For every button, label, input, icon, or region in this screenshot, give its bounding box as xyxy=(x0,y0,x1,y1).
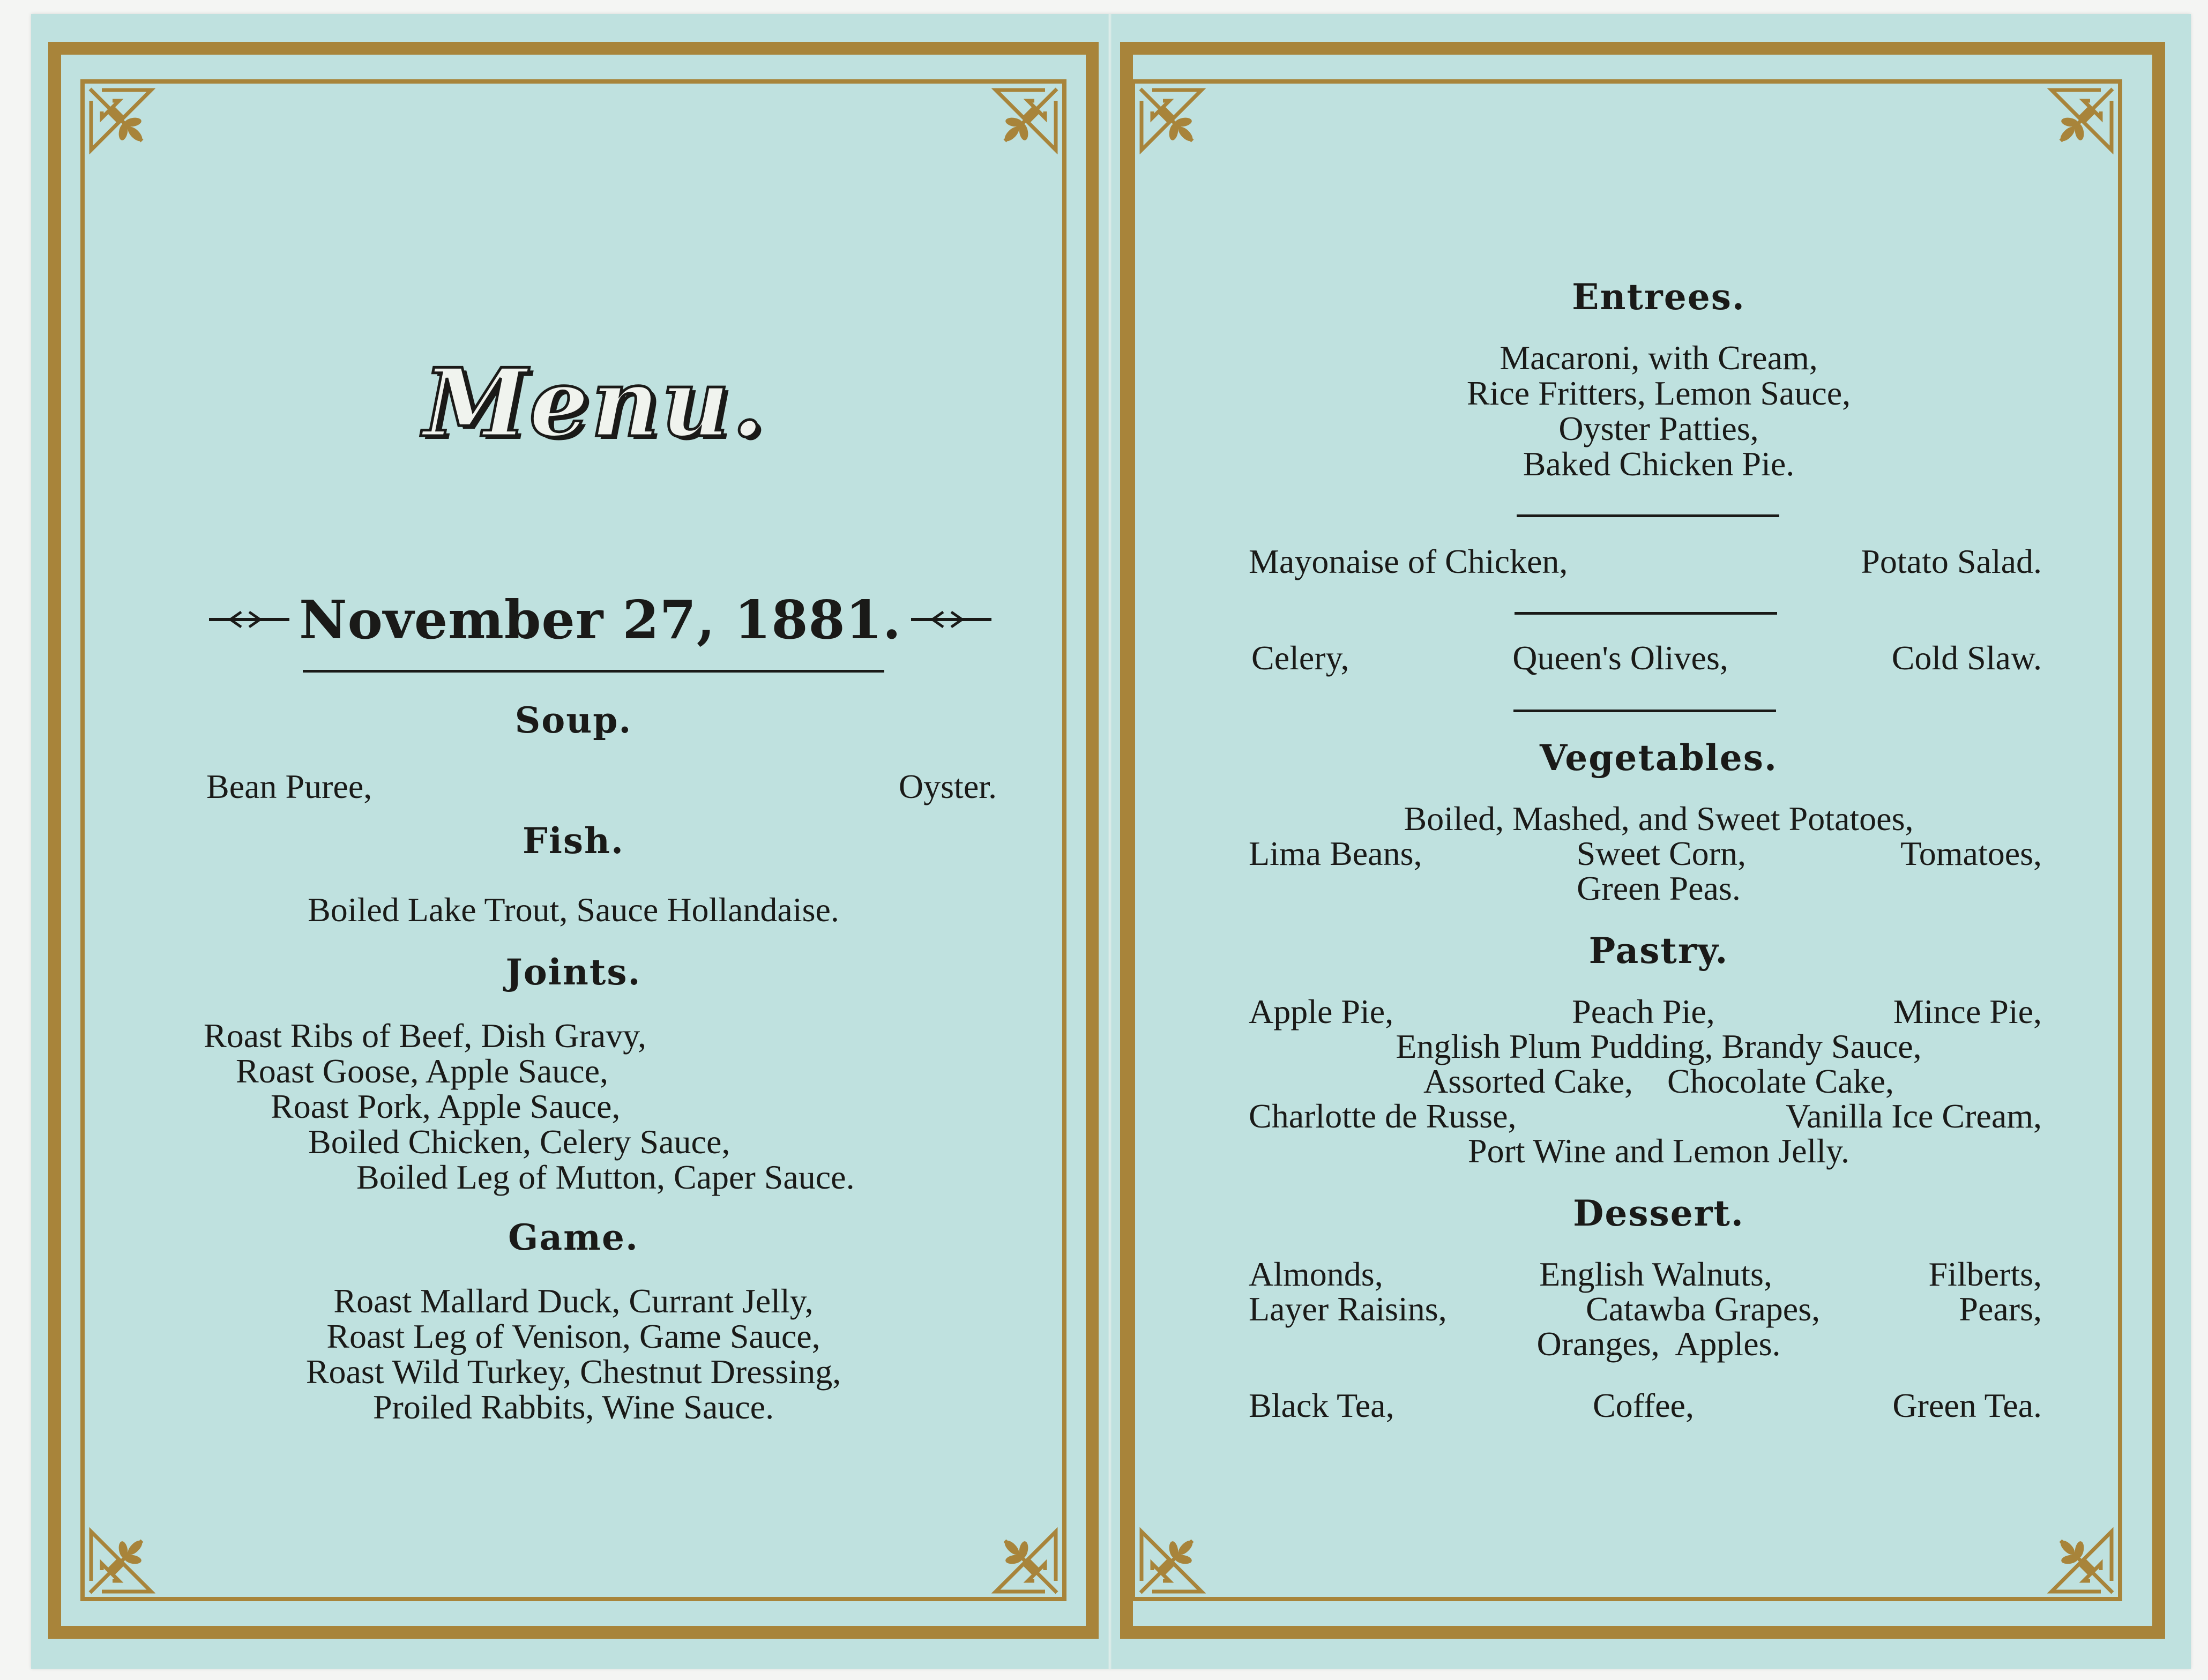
pastry-line-5 xyxy=(1243,1133,2074,1169)
menu-item: Roast Mallard Duck, Currant Jelly, xyxy=(333,1282,814,1320)
salad-items xyxy=(1249,544,2042,579)
beverage-items xyxy=(1249,1388,2042,1423)
menu-item: Roast Pork, Apple Sauce, xyxy=(271,1087,621,1125)
section-divider xyxy=(1515,612,1777,615)
fish-items xyxy=(182,892,965,928)
menu-item: Pears, xyxy=(1959,1290,2042,1328)
vegetables-row xyxy=(1249,836,2042,871)
menu-item: Coffee, xyxy=(1592,1386,1694,1424)
section-heading-game: Game. xyxy=(508,1216,639,1258)
menu-item: Roast Ribs of Beef, Dish Gravy, xyxy=(204,1017,646,1055)
dessert-line-3 xyxy=(1243,1326,2074,1362)
menu-item: Assorted Cake, Chocolate Cake, xyxy=(1423,1062,1894,1100)
menu-item: Black Tea, xyxy=(1249,1386,1394,1424)
arrow-flourish-icon xyxy=(209,609,289,632)
section-divider xyxy=(1513,710,1776,712)
dessert-row-1 xyxy=(1249,1257,2042,1292)
dessert-row-2 xyxy=(1249,1291,2042,1327)
menu-item: Layer Raisins, xyxy=(1249,1290,1447,1328)
menu-item: Oyster. xyxy=(898,767,997,805)
menu-item: Boiled Chicken, Celery Sauce, xyxy=(308,1123,730,1161)
vegetables-line-3 xyxy=(1243,871,2074,906)
section-divider xyxy=(1517,514,1779,517)
pastry-line-3 xyxy=(1243,1064,2074,1099)
menu-item: Boiled Leg of Mutton, Caper Sauce. xyxy=(356,1158,855,1196)
menu-item: Roast Leg of Venison, Game Sauce, xyxy=(326,1317,820,1355)
menu-item: Vanilla Ice Cream, xyxy=(1786,1097,2042,1135)
joints-items xyxy=(204,1018,1008,1195)
menu-item: Charlotte de Russe, xyxy=(1249,1097,1517,1135)
menu-item: Macaroni, with Cream, xyxy=(1500,339,1818,377)
menu-item: Sweet Corn, xyxy=(1576,834,1746,872)
menu-item: Celery, xyxy=(1251,639,1349,677)
corner-ornament-icon xyxy=(1136,1527,1206,1597)
date-divider xyxy=(303,670,884,673)
menu-item: Roast Wild Turkey, Chestnut Dressing, xyxy=(305,1353,841,1391)
corner-ornament-icon xyxy=(86,85,155,154)
menu-item: Roast Goose, Apple Sauce, xyxy=(236,1052,608,1090)
menu-item: Bean Puree, xyxy=(206,767,372,805)
relish-items xyxy=(1251,640,2042,676)
corner-ornament-icon xyxy=(991,85,1061,154)
menu-item: English Walnuts, xyxy=(1539,1255,1772,1293)
corner-ornament-icon xyxy=(86,1527,155,1597)
corner-ornament-icon xyxy=(2047,1527,2117,1597)
arrow-flourish-icon xyxy=(911,609,991,632)
pastry-row-4 xyxy=(1249,1099,2042,1134)
menu-item: Boiled, Mashed, and Sweet Potatoes, xyxy=(1404,800,1914,838)
menu-item: Mayonaise of Chicken, xyxy=(1249,542,1568,580)
section-heading-fish: Fish. xyxy=(522,820,625,862)
pastry-line-2 xyxy=(1243,1029,2074,1064)
menu-item: Green Tea. xyxy=(1892,1386,2042,1424)
menu-item: Rice Fritters, Lemon Sauce, xyxy=(1466,374,1851,412)
menu-item: Peach Pie, xyxy=(1572,992,1715,1031)
menu-item: Catawba Grapes, xyxy=(1585,1290,1821,1328)
section-heading-pastry: Pastry. xyxy=(1588,930,1729,972)
menu-item: Almonds, xyxy=(1249,1255,1383,1293)
menu-item: Filberts, xyxy=(1928,1255,2042,1293)
menu-item: Tomatoes, xyxy=(1900,834,2042,872)
menu-item: Boiled Lake Trout, Sauce Hollandaise. xyxy=(308,891,839,929)
vegetables-line-1 xyxy=(1243,801,2074,837)
corner-ornament-icon xyxy=(2047,85,2117,154)
menu-item: Potato Salad. xyxy=(1861,542,2042,580)
section-heading-joints: Joints. xyxy=(505,951,641,993)
corner-ornament-icon xyxy=(1136,85,1206,154)
section-heading-soup: Soup. xyxy=(514,699,632,741)
menu-item: Queen's Olives, xyxy=(1512,639,1728,677)
menu-date-line xyxy=(204,589,997,651)
menu-item: Mince Pie, xyxy=(1893,992,2042,1031)
menu-item: Oyster Patties, xyxy=(1558,409,1759,447)
menu-item: Green Peas. xyxy=(1577,869,1741,907)
menu-item: Oranges, Apples. xyxy=(1536,1325,1781,1363)
menu-item: English Plum Pudding, Brandy Sauce, xyxy=(1396,1027,1922,1065)
section-heading-vegetables: Vegetables. xyxy=(1540,737,1778,779)
menu-item: Lima Beans, xyxy=(1249,834,1422,872)
soup-items xyxy=(206,769,997,804)
menu-item: Baked Chicken Pie. xyxy=(1523,445,1795,483)
menu-item: Proiled Rabbits, Wine Sauce. xyxy=(372,1388,774,1426)
menu-title: Menu. xyxy=(423,348,767,458)
menu-item: Cold Slaw. xyxy=(1891,639,2042,677)
menu-date: November 27, 1881. xyxy=(299,589,902,651)
section-heading-dessert: Dessert. xyxy=(1573,1192,1744,1234)
corner-ornament-icon xyxy=(991,1527,1061,1597)
menu-item: Port Wine and Lemon Jelly. xyxy=(1468,1132,1849,1170)
entrees-items xyxy=(1243,340,2074,482)
game-items xyxy=(182,1283,965,1425)
pastry-row-1 xyxy=(1249,994,2042,1029)
section-heading-entrees: Entrees. xyxy=(1572,276,1745,318)
menu-item: Apple Pie, xyxy=(1249,992,1394,1031)
